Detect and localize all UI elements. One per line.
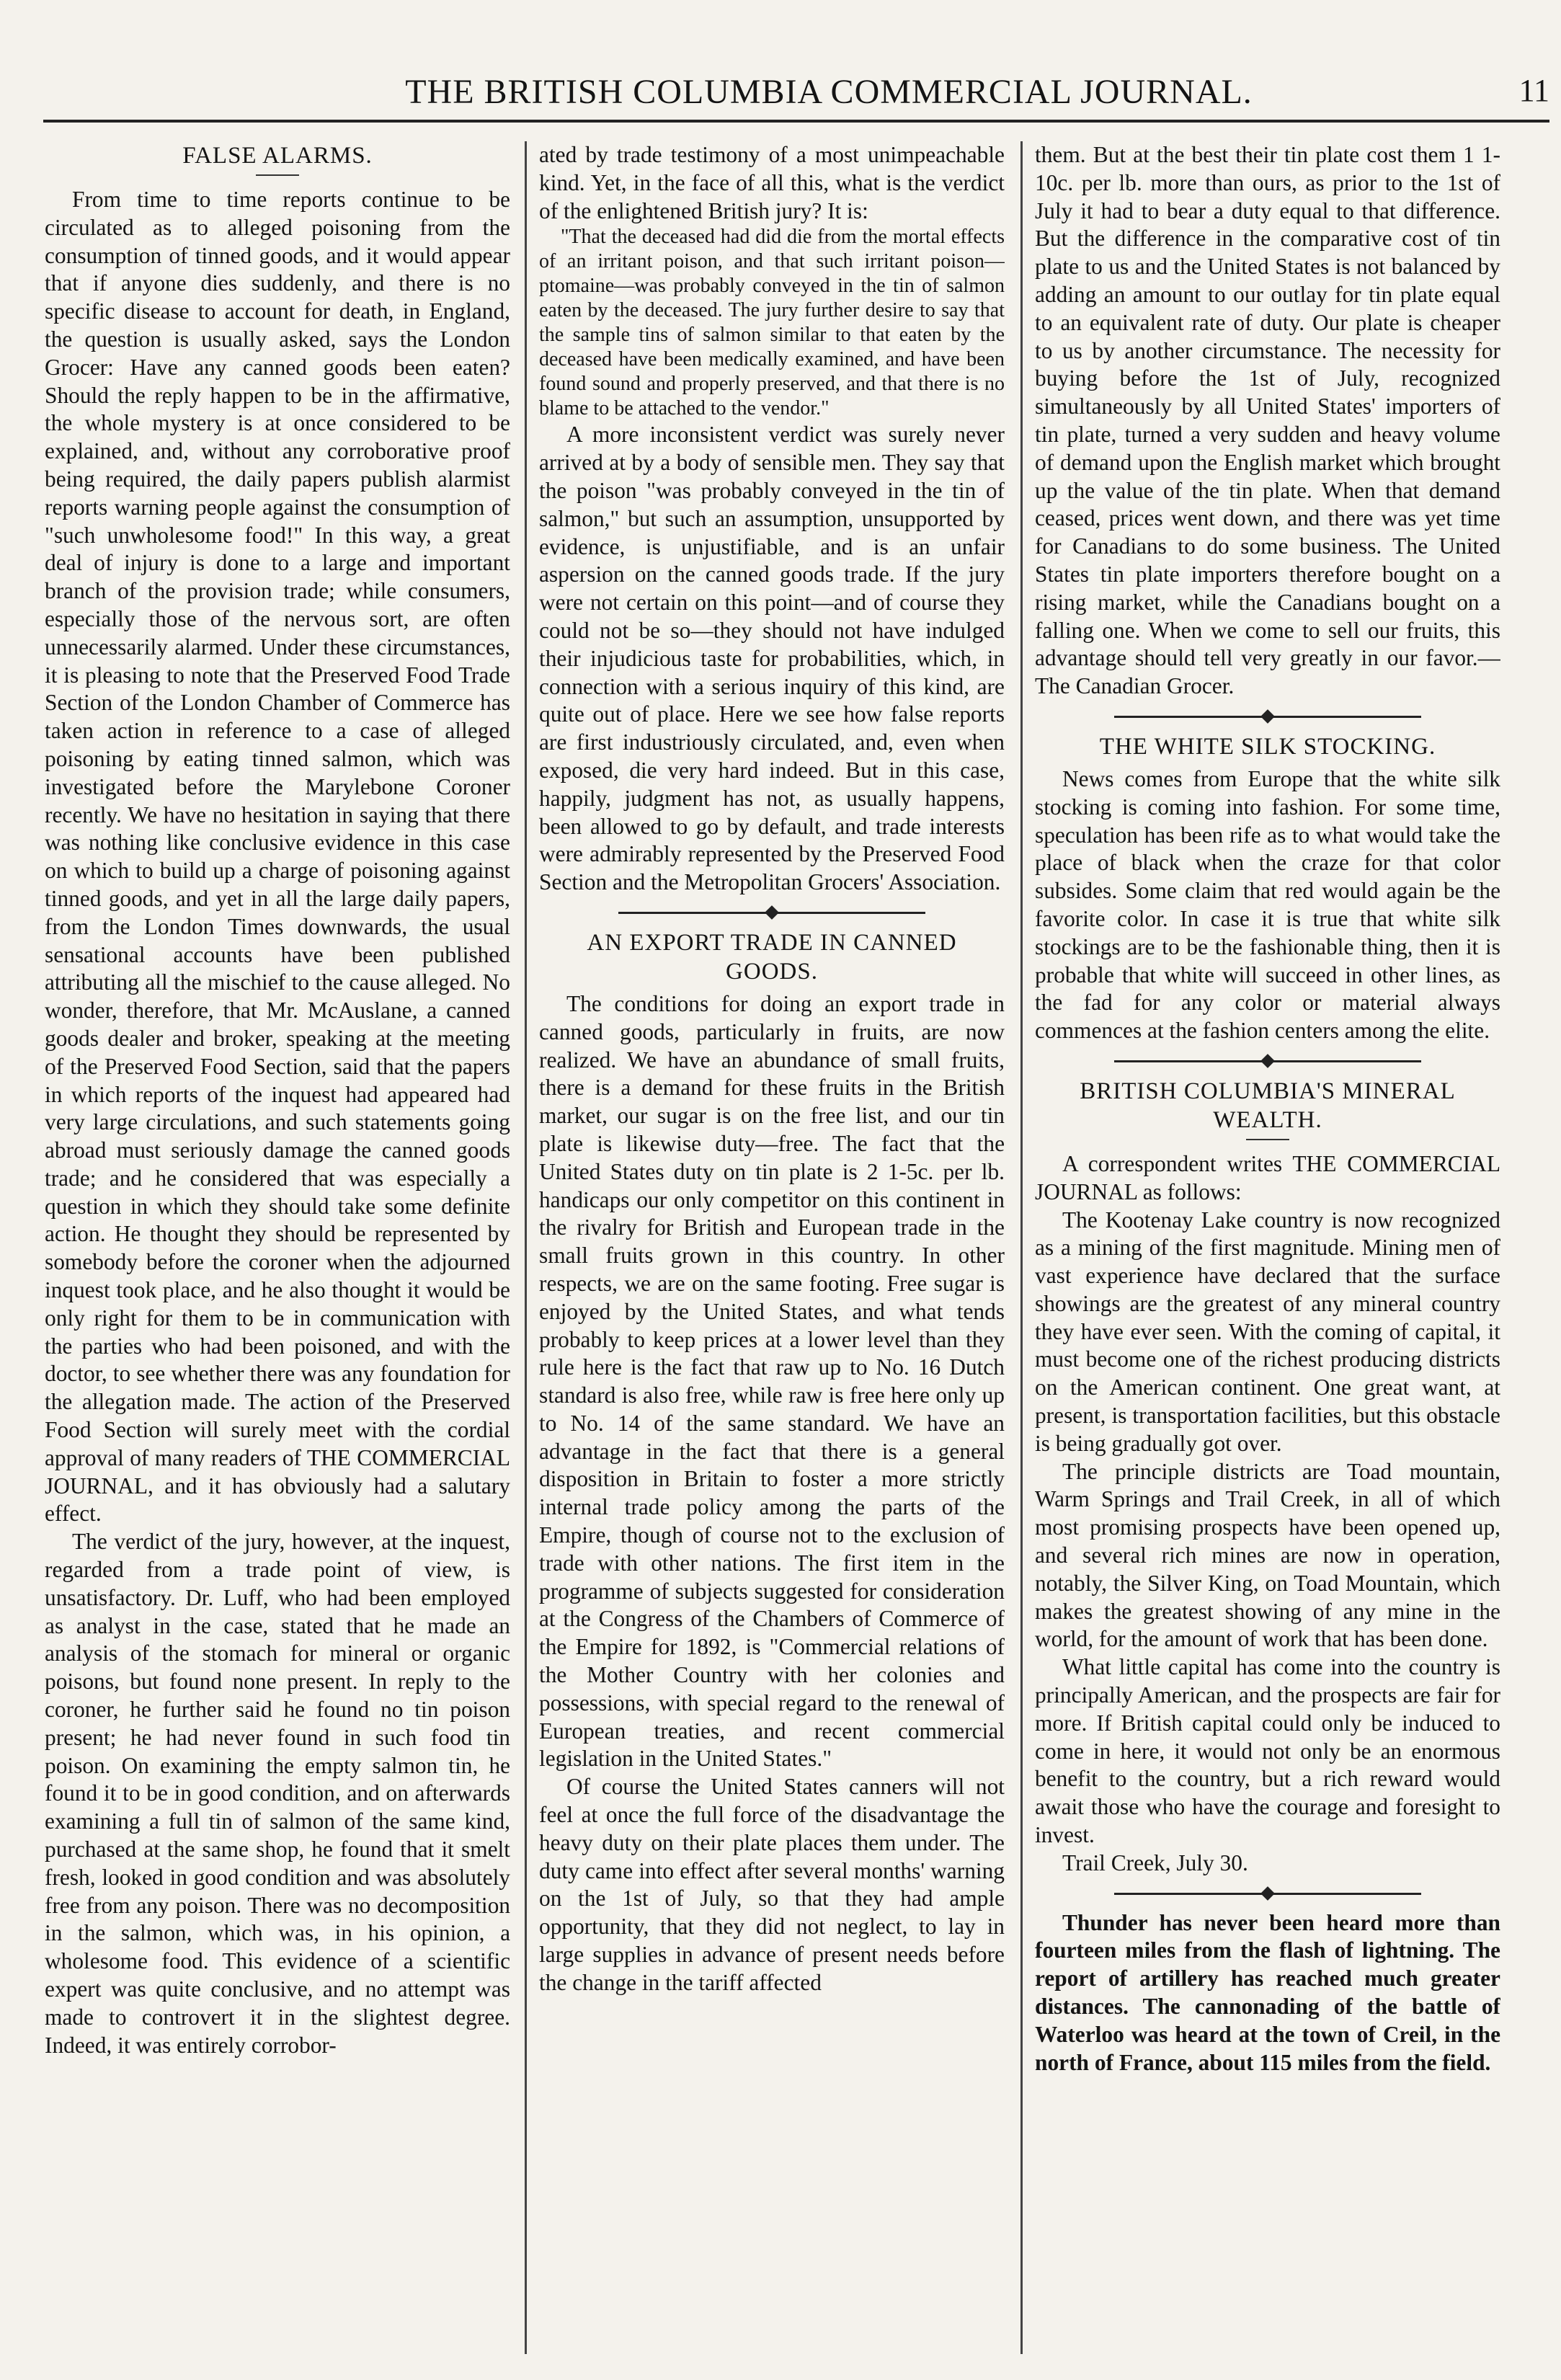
article-heading-white-silk-stocking: THE WHITE SILK STOCKING. <box>1099 733 1436 760</box>
article-paragraph: ated by trade testimony of a most unimpeachable kind. Yet, in the face of all this, what is the verdict of the enlightened British jury? It is: <box>539 142 1005 223</box>
article-paragraph: Thunder has never been heard more than fourteen miles from the flash of lightning. The report of artillery has reached much greater distances. The cannonading of the battle of Waterloo was heard at the town of Creil, in the north of France, about 115 miles from the field. <box>1035 1909 1500 2075</box>
column-middle <box>539 141 1005 2358</box>
masthead-title: THE BRITISH COLUMBIA COMMERCIAL JOURNAL. <box>405 73 1253 111</box>
article-paragraph: From time to time reports continue to be circulated as to alleged poisoning from the consumption of tinned goods, and it would appear that if anyone dies suddenly, and there is no specific disease to account for death, in England, the question is usually asked, says the London Grocer: Have any canned goods been eaten? Should the reply happen to be in the affirmative, the whole mystery is at once considered to be explained, and, without any corroborative proof being required, the daily papers publish alarmist reports warning people against the consumption of "such unwholesome food!" In this way, a great deal of injury is done to a large and important branch of the provision trade; while consumers, especially those of the nervous sort, are often unnecessarily alarmed. Under these circumstances, it is pleasing to note that the Preserved Food Trade Section of the London Chamber of Commerce has taken action in reference to a case of alleged poisoning by eating tinned salmon, which was investigated before the Marylebone Coroner recently. We have no hesitation in saying that there was nothing like conclusive evidence in this case on which to build up a charge of poisoning against tinned goods, and yet in all the large daily papers, from the London Times downwards, the usual sensational accounts have been published attributing all the mischief to the cause alleged. No wonder, therefore, that Mr. McAuslane, a canned goods dealer and broker, speaking at the meeting of the Preserved Food Section, said that the papers in which reports of the inquest had appeared had very large circulations, and such statements going abroad must seriously damage the canned goods trade; and he considered that was especially a question in which they should take some definite action. He thought they should be represented by somebody before the coroner when the adjourned inquest took place, and he also thought it would be only right for them to be in communication with the parties who had been poisoned, and with the doctor, to see whether there was any foundation for the allegation made. The action of the Preserved Food Section will surely meet with the cordial approval of many readers of THE COMMERCIAL JOURNAL, and it has obviously had a salutary effect. <box>45 187 510 1527</box>
page-number: 11 <box>1518 73 1549 108</box>
article-paragraph: The principle districts are Toad mountain, Warm Springs and Trail Creek, in all of which most promising prospects have been opened up, and several rich mines are now in operation, notably, the Silver King, on Toad Mountain, which makes the greatest showing of any mine in the world, for the amount of work that has been done. <box>1035 1458 1500 1652</box>
section-separator <box>539 902 1005 923</box>
article-heading-export-trade: AN EXPORT TRADE IN CANNED GOODS. <box>587 929 957 985</box>
article-paragraph: The conditions for doing an export trade in canned goods, particularly in fruits, are now realized. We have an abundance of small fruits, there is a demand for these fruits in the British market, our sugar is on the free list, and our tin plate is likewise duty—free. The fact that the United States duty on tin plate is 2 1-5c. per lb. handicaps our only competitor on this continent in the rivalry for British and European trade in the small fruits grown in this country. In other respects, we are on the same footing. Free sugar is enjoyed by the United States, and what tends probably to keep prices at a lower level than they rule here is the fact that raw up to No. 16 Dutch standard is also free, while raw is free here only up to No. 14 of the same standard. We have an advantage in the fact that there is a general disposition in Britain to foster a more strictly internal trade policy among the parts of the Empire, though of course not to the exclusion of trade with other nations. The first item in the programme of subjects suggested for consideration at the Congress of the Chambers of Commerce of the Empire for 1892, is "Commercial relations of the Mother Country with her colonies and possessions, with special regard to the renewal of European treaties, and recent commercial legislation in the United States." <box>539 990 1005 1772</box>
article-paragraph: The verdict of the jury, however, at the inquest, regarded from a trade point of view, is unsatisfactory. Dr. Luff, who had been employed as analyst in the case, stated that he made an analysis of the stomach for mineral or organic poisons, but found none present. In reply to the coroner, he further said he found no tin poison present; he had never found in such food tin poison. On examining the empty salmon tin, he found it to be in good condition, and on afterwards examining a full tin of salmon of the same kind, purchased at the same shop, he found that it smelt fresh, looked in good condition and was absolutely free from any poison. There was no decomposition in the salmon, which was, in his opinion, a wholesome food. This evidence of a scientific expert was quite conclusive, and no attempt was made to controvert it in the slightest degree. Indeed, it was entirely corrobor- <box>45 1529 510 2058</box>
article-paragraph: them. But at the best their tin plate cost them 1 1-10c. per lb. more than ours, as prior to the 1st of July it had to bear a duty equal to that difference. But the difference in the comparative cost of tin plate to us and the United States is not balanced by adding an amount to our outlay for tin plate equal to an equivalent rate of duty. Our plate is cheaper to us by another circumstance. The necessity for buying before the 1st of July, recognized simultaneously by all United States' importers of tin plate, turned a very sudden and heavy volume of demand upon the English market which brought up the value of the tin plate. When that demand ceased, prices went down, and there was yet time for Canadians to do some business. The United States tin plate importers therefore bought on a rising market, while the Canadians bought on a falling one. When we come to sell our fruits, this advantage should tell very greatly in our favor.—The Canadian Grocer. <box>1035 142 1500 699</box>
article-paragraph: A more inconsistent verdict was surely never arrived at by a body of sensible men. They say that the poison "was probably conveyed in the tin of salmon," but such an assumption, unsupported by evidence, is unjustifiable, and is an unfair aspersion on the canned goods trade. If the jury were not certain on this point—and of course they could not be so—they should not have indulged their injudicious taste for probabilities, which, in connection with a serious inquiry of this kind, are quite out of place. Here we see how false reports are first industriously circulated, and, even when exposed, die very hard indeed. But in this case, happily, judgment has not, as usually happens, been allowed to go by default, and trade interests were admirably represented by the Preserved Food Section and the Metropolitan Grocers' Association. <box>539 422 1005 895</box>
article-paragraph: Of course the United States canners will not feel at once the full force of the disadvantage the heavy duty on their plate places them under. The duty came into effect after several months' warning on the 1st of July, so that they had ample opportunity, that they did not neglect, to lay in large supplies in advance of present needs before the change in the tariff affected <box>539 1774 1005 1995</box>
column-left <box>45 141 510 2358</box>
verdict-quote: "That the deceased had did die from the mortal effects of an irritant poison, and that such irritant poison—ptomaine—was probably conveyed in the tin of salmon eaten by the deceased. The jury further desire to say that the sample tins of salmon similar to that eaten by the deceased have been medically examined, and have been found sound and properly preserved, and that there is no blame to be attached to the vendor." <box>539 226 1005 420</box>
heading-rule <box>1246 1139 1289 1140</box>
article-paragraph: The Kootenay Lake country is now recognized as a mining of the first magnitude. Mining men of vast experience have declared that the surface showings are the greatest of any mineral country they have ever seen. With the coming of capital, it must become one of the richest producing districts on the American continent. One great want, at present, is transportation facilities, but this obstacle is being gradually got over. <box>1035 1207 1500 1456</box>
section-separator <box>1035 1051 1500 1071</box>
article-signoff: Trail Creek, July 30. <box>1062 1850 1248 1875</box>
masthead-rule <box>43 120 1549 123</box>
column-divider <box>1020 141 1023 2354</box>
article-heading-false-alarms: FALSE ALARMS. <box>182 143 373 169</box>
section-separator <box>1035 1883 1500 1904</box>
column-divider <box>525 141 527 2354</box>
section-separator <box>1035 706 1500 727</box>
article-paragraph: News comes from Europe that the white silk stocking is coming into fashion. For some time, speculation has been rife as to what would take the place of black when the craze for that color subsides. Some claim that red would again be the favorite color. In case it is true that white silk stockings are to be the fashionable thing, then it is probable that white will succeed in other lines, as the fad for any color or material always commences at the fashion centers among the elite. <box>1035 765 1500 1044</box>
article-paragraph: What little capital has come into the country is principally American, and the prospects are fair for more. If British capital could only be induced to come in here, it would not only be an enormous benefit to the country, but a rich reward would await those who have the courage and foresight to invest. <box>1035 1654 1500 1848</box>
article-heading-mineral-wealth: BRITISH COLUMBIA'S MINERAL WEALTH. <box>1080 1078 1456 1133</box>
heading-rule <box>256 174 299 176</box>
column-right <box>1035 141 1500 2358</box>
article-paragraph: A correspondent writes THE COMMERCIAL JOURNAL as follows: <box>1035 1150 1500 1204</box>
